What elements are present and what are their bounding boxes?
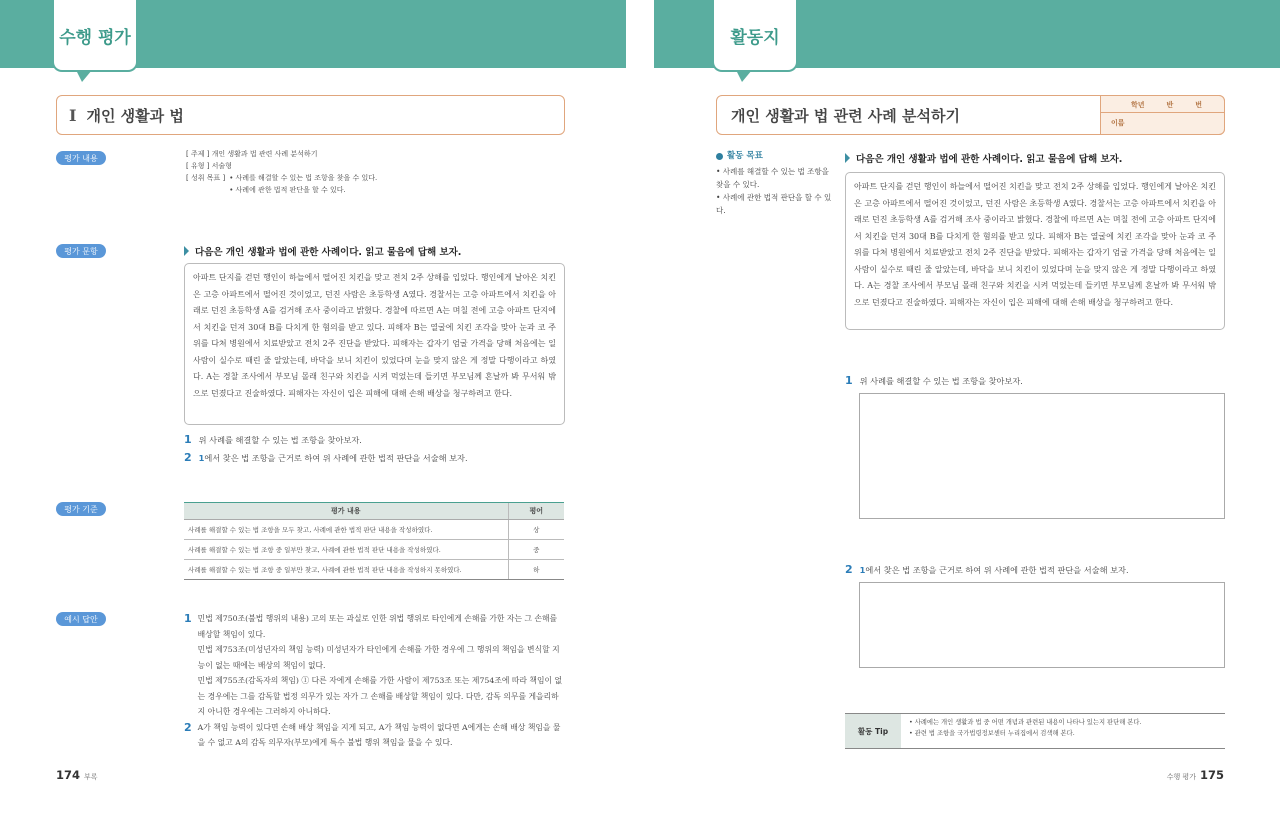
- worksheet-question-2-number: 2: [845, 563, 853, 576]
- activity-tip-label: 활동 Tip: [845, 714, 901, 748]
- content-type: [ 유형 ] 서술형: [186, 162, 232, 170]
- content-block: [186, 148, 566, 196]
- content-goal: [186, 172, 566, 196]
- triangle-bullet-icon: [184, 246, 189, 256]
- criteria-cell-grade: 상: [508, 520, 564, 540]
- worksheet-question-1-number: 1: [845, 374, 853, 387]
- page-number-right-value: 175: [1199, 768, 1224, 782]
- activity-tip-content: [901, 714, 1149, 748]
- page-number-right: [1167, 768, 1224, 782]
- answer-2-text: A가 책임 능력이 있다면 손해 배상 책임을 지게 되고, A가 책임 능력이 없다면 A에게는 손해 배상 책임을 물을 수 없고 A의 감독 의무자(부모)에게 특수 불법 행위 책임을 물을 수 있다.: [197, 722, 561, 747]
- worksheet-question-1: [845, 372, 1023, 390]
- label-question: 평가 문항: [56, 244, 106, 258]
- criteria-table: [184, 502, 564, 580]
- answer-1: [184, 611, 566, 720]
- criteria-cell-content: 사례를 해결할 수 있는 법 조항 중 일부만 찾고, 사례에 관한 법적 판단 내용을 작성하지 못하였다.: [184, 560, 508, 580]
- content-goal-2: • 사례에 관한 법적 판단을 할 수 있다.: [229, 186, 346, 194]
- table-row: [184, 560, 564, 580]
- activity-tip-2: • 관련 법 조항을 국가법령정보센터 누리집에서 검색해 본다.: [909, 729, 1075, 737]
- label-content: 평가 내용: [56, 151, 106, 165]
- answer-2: [184, 720, 566, 751]
- activity-goal: [716, 150, 836, 217]
- worksheet-question-2: [845, 561, 1129, 579]
- chapter-number: I: [69, 105, 77, 125]
- worksheet-question-2-ref: 1: [859, 565, 866, 575]
- section-tab-label: 활동지: [730, 27, 780, 48]
- activity-tip: [845, 713, 1225, 749]
- question-1-number: 1: [184, 433, 192, 446]
- worksheet-title: 개인 생활과 법 관련 사례 분석하기: [731, 106, 960, 125]
- answer-1-para-2: 민법 제753조(미성년자의 책임 능력) 미성년자가 타인에게 손해를 가한 경우에 그 행위의 책임을 변식할 지능이 없는 때에는 배상의 책임이 없다.: [197, 645, 560, 670]
- goal-bullet-icon: [716, 153, 723, 160]
- name-label: 이름: [1111, 119, 1125, 127]
- answer-1-para-3: 민법 제755조(감독자의 책임) ① 다른 자에게 손해를 가한 사람이 제753조 또는 제754조에 따라 책임이 없는 경우에는 그를 감독할 법정 의무가 있는 자가 그 손해를 배상할 책임이 있다. 다만, 감독 의무를 게을리하지 아니한 경우에는 그러하지 아니하다.: [197, 676, 563, 716]
- worksheet-question-1-text: 위 사례를 해결할 수 있는 법 조항을 찾아보자.: [859, 376, 1023, 386]
- activity-goal-2: • 사례에 관한 법적 판단을 할 수 있다.: [716, 193, 832, 215]
- case-passage-right: 아파트 단지를 걷던 행인이 하늘에서 떨어진 치킨을 맞고 전치 2주 상해를 입었다. 행인에게 날아온 치킨은 고층 아파트에서 떨어진 것이었고, 던진 사람은 초등학생 A였다. 경찰서는 고층 아파트에서 치킨을 아래로 던진 초등학생 A를 검거해 조사 중이라고 밝혔다. 경찰에 따르면 A는 며칠 전에 고층 아파트 단지에서 치킨을 던져 30대 B를 다치게 한 혐의를 받고 있다. 피해자 B는 열굴에 치킨 조각을 맞아 눈과 코 주위를 다쳐 병원에서 치료받았고 전치 2주 진단을 받았다. 피해자는 갑자기 엄굴 가격을 당해 처음에는 일사람이 실수로 때린 줄 알았는데, 바닥을 보니 치킨이 있었다며 눈을 맞지 않은 게 정말 다행이라고 하였다. A는 경찰 조사에서 부모님 몰래 친구와 치킨을 시켜 먹었는데 들키면 부모님께 혼날까 봐 무서워 밖으로 던졌다고 진술하였다. 피해자는 자신이 입은 피해에 대해 손해 배상을 청구하려고 한다.: [845, 172, 1225, 330]
- activity-goal-heading-text: 활동 목표: [727, 151, 763, 161]
- class-label: 반: [1166, 101, 1174, 109]
- student-info-row: [1131, 100, 1202, 110]
- section-tab-right: [712, 0, 798, 72]
- question-list-left: [184, 431, 468, 467]
- answer-box-1[interactable]: [859, 393, 1225, 519]
- tab-pointer: [76, 70, 92, 82]
- page-label-left: 부록: [84, 773, 98, 781]
- criteria-cell-grade: 중: [508, 540, 564, 560]
- table-row: [184, 540, 564, 560]
- worksheet-heading-text: 다음은 개인 생활과 법에 관한 사례이다. 읽고 물음에 답해 보자.: [856, 154, 1123, 165]
- question-heading: [184, 244, 461, 258]
- student-info-box: [1100, 95, 1225, 135]
- question-2-ref: 1: [198, 453, 205, 463]
- question-2-number: 2: [184, 451, 192, 464]
- divider: [1101, 112, 1224, 113]
- worksheet-question-2-text: 에서 찾은 법 조항을 근거로 하여 위 사례에 관한 법적 판단을 서술해 보자.: [865, 565, 1129, 575]
- answer-2-number: 2: [184, 720, 192, 734]
- activity-goal-heading: [716, 150, 836, 163]
- answer-1-para-1: 민법 제750조(불법 행위의 내용) 고의 또는 과실로 인한 위법 행위로 타인에게 손해를 가한 자는 그 손해를 배상할 책임이 있다.: [197, 614, 558, 639]
- criteria-cell-content: 사례를 해결할 수 있는 법 조항을 모두 찾고, 사례에 관한 법적 판단 내용을 작성하였다.: [184, 520, 508, 540]
- answer-box-2[interactable]: [859, 582, 1225, 668]
- label-answer: 예시 답안: [56, 612, 106, 626]
- tab-pointer: [736, 70, 752, 82]
- criteria-header-grade: 평어: [508, 503, 564, 520]
- chapter-title: 개인 생활과 법: [86, 106, 184, 125]
- content-goal-1: • 사례를 해결할 수 있는 법 조항을 찾을 수 있다.: [229, 174, 378, 182]
- content-goal-label: [ 성취 목표 ]: [186, 174, 226, 182]
- page-number-left-value: 174: [56, 768, 81, 782]
- case-passage-left: 아파트 단지를 걷던 행인이 하늘에서 떨어진 치킨을 맞고 전치 2주 상해를 입었다. 행인에게 날아온 치킨은 고층 아파트에서 떨어진 것이었고, 던진 사람은 초등학생 A였다. 경찰서는 고층 아파트에서 치킨을 아래로 던진 초등학생 A를 검거해 조사 중이라고 밝혔다. 경찰에 따르면 A는 며칠 전에 고층 아파트 단지에서 치킨을 던져 30대 B를 다치게 한 혐의를 받고 있다. 피해자 B는 열굴에 치킨 조각을 맞아 눈과 코 주위를 다쳐 병원에서 치료받았고 전치 2주 진단을 받았다. 피해자는 갑자기 엄굴 가격을 당해 처음에는 일사람이 실수로 때린 줄 알았는데, 바닥을 보니 치킨이 있었다며 눈을 맞지 않은 게 정말 다행이라고 하였다. A는 경찰 조사에서 부모님 몰래 친구와 치킨을 시켜 먹었는데 들키면 부모님께 혼날까 봐 무서워 밖으로 던졌다고 진술하였다. 피해자는 자신이 입은 피해에 대해 손해 배상을 청구하려고 한다.: [184, 263, 565, 425]
- question-1-text: 위 사례를 해결할 수 있는 법 조항을 찾아보자.: [198, 435, 362, 445]
- answer-1-number: 1: [184, 612, 192, 625]
- activity-tip-1: • 사례에는 개인 생활과 법 중 어떤 개념과 관련된 내용이 나타나 있는지 판단해 본다.: [909, 719, 1142, 726]
- triangle-bullet-icon: [845, 153, 850, 163]
- criteria-header-content: 평가 내용: [184, 503, 508, 520]
- number-label: 번: [1195, 101, 1203, 109]
- question-2-text: 에서 찾은 법 조항을 근거로 하여 위 사례에 관한 법적 판단을 서술해 보자.: [204, 453, 468, 463]
- criteria-header-row: [184, 503, 564, 520]
- criteria-cell-grade: 하: [508, 560, 564, 580]
- table-row: [184, 520, 564, 540]
- content-topic: [ 주제 ] 개인 생활과 법 관련 사례 분석하기: [186, 150, 318, 158]
- sample-answers: [184, 611, 566, 751]
- question-heading-text: 다음은 개인 생활과 법에 관한 사례이다. 읽고 물음에 답해 보자.: [195, 247, 462, 258]
- page-label-right: 수행 평가: [1166, 773, 1196, 781]
- section-tab-left: [52, 0, 138, 72]
- grade-label: 학년: [1131, 101, 1145, 109]
- worksheet-heading: [845, 151, 1122, 165]
- section-tab-label: 수행 평가: [59, 27, 131, 48]
- chapter-title-box: [56, 95, 565, 135]
- label-criteria: 평가 기준: [56, 502, 106, 516]
- question-1: [184, 431, 468, 449]
- question-2: [184, 449, 468, 467]
- criteria-cell-content: 사례를 해결할 수 있는 법 조항 중 일부만 찾고, 사례에 관한 법적 판단 내용을 작성하였다.: [184, 540, 508, 560]
- page-number-left: [56, 768, 98, 782]
- activity-goal-1: • 사례를 해결할 수 있는 법 조항을 찾을 수 있다.: [716, 167, 829, 189]
